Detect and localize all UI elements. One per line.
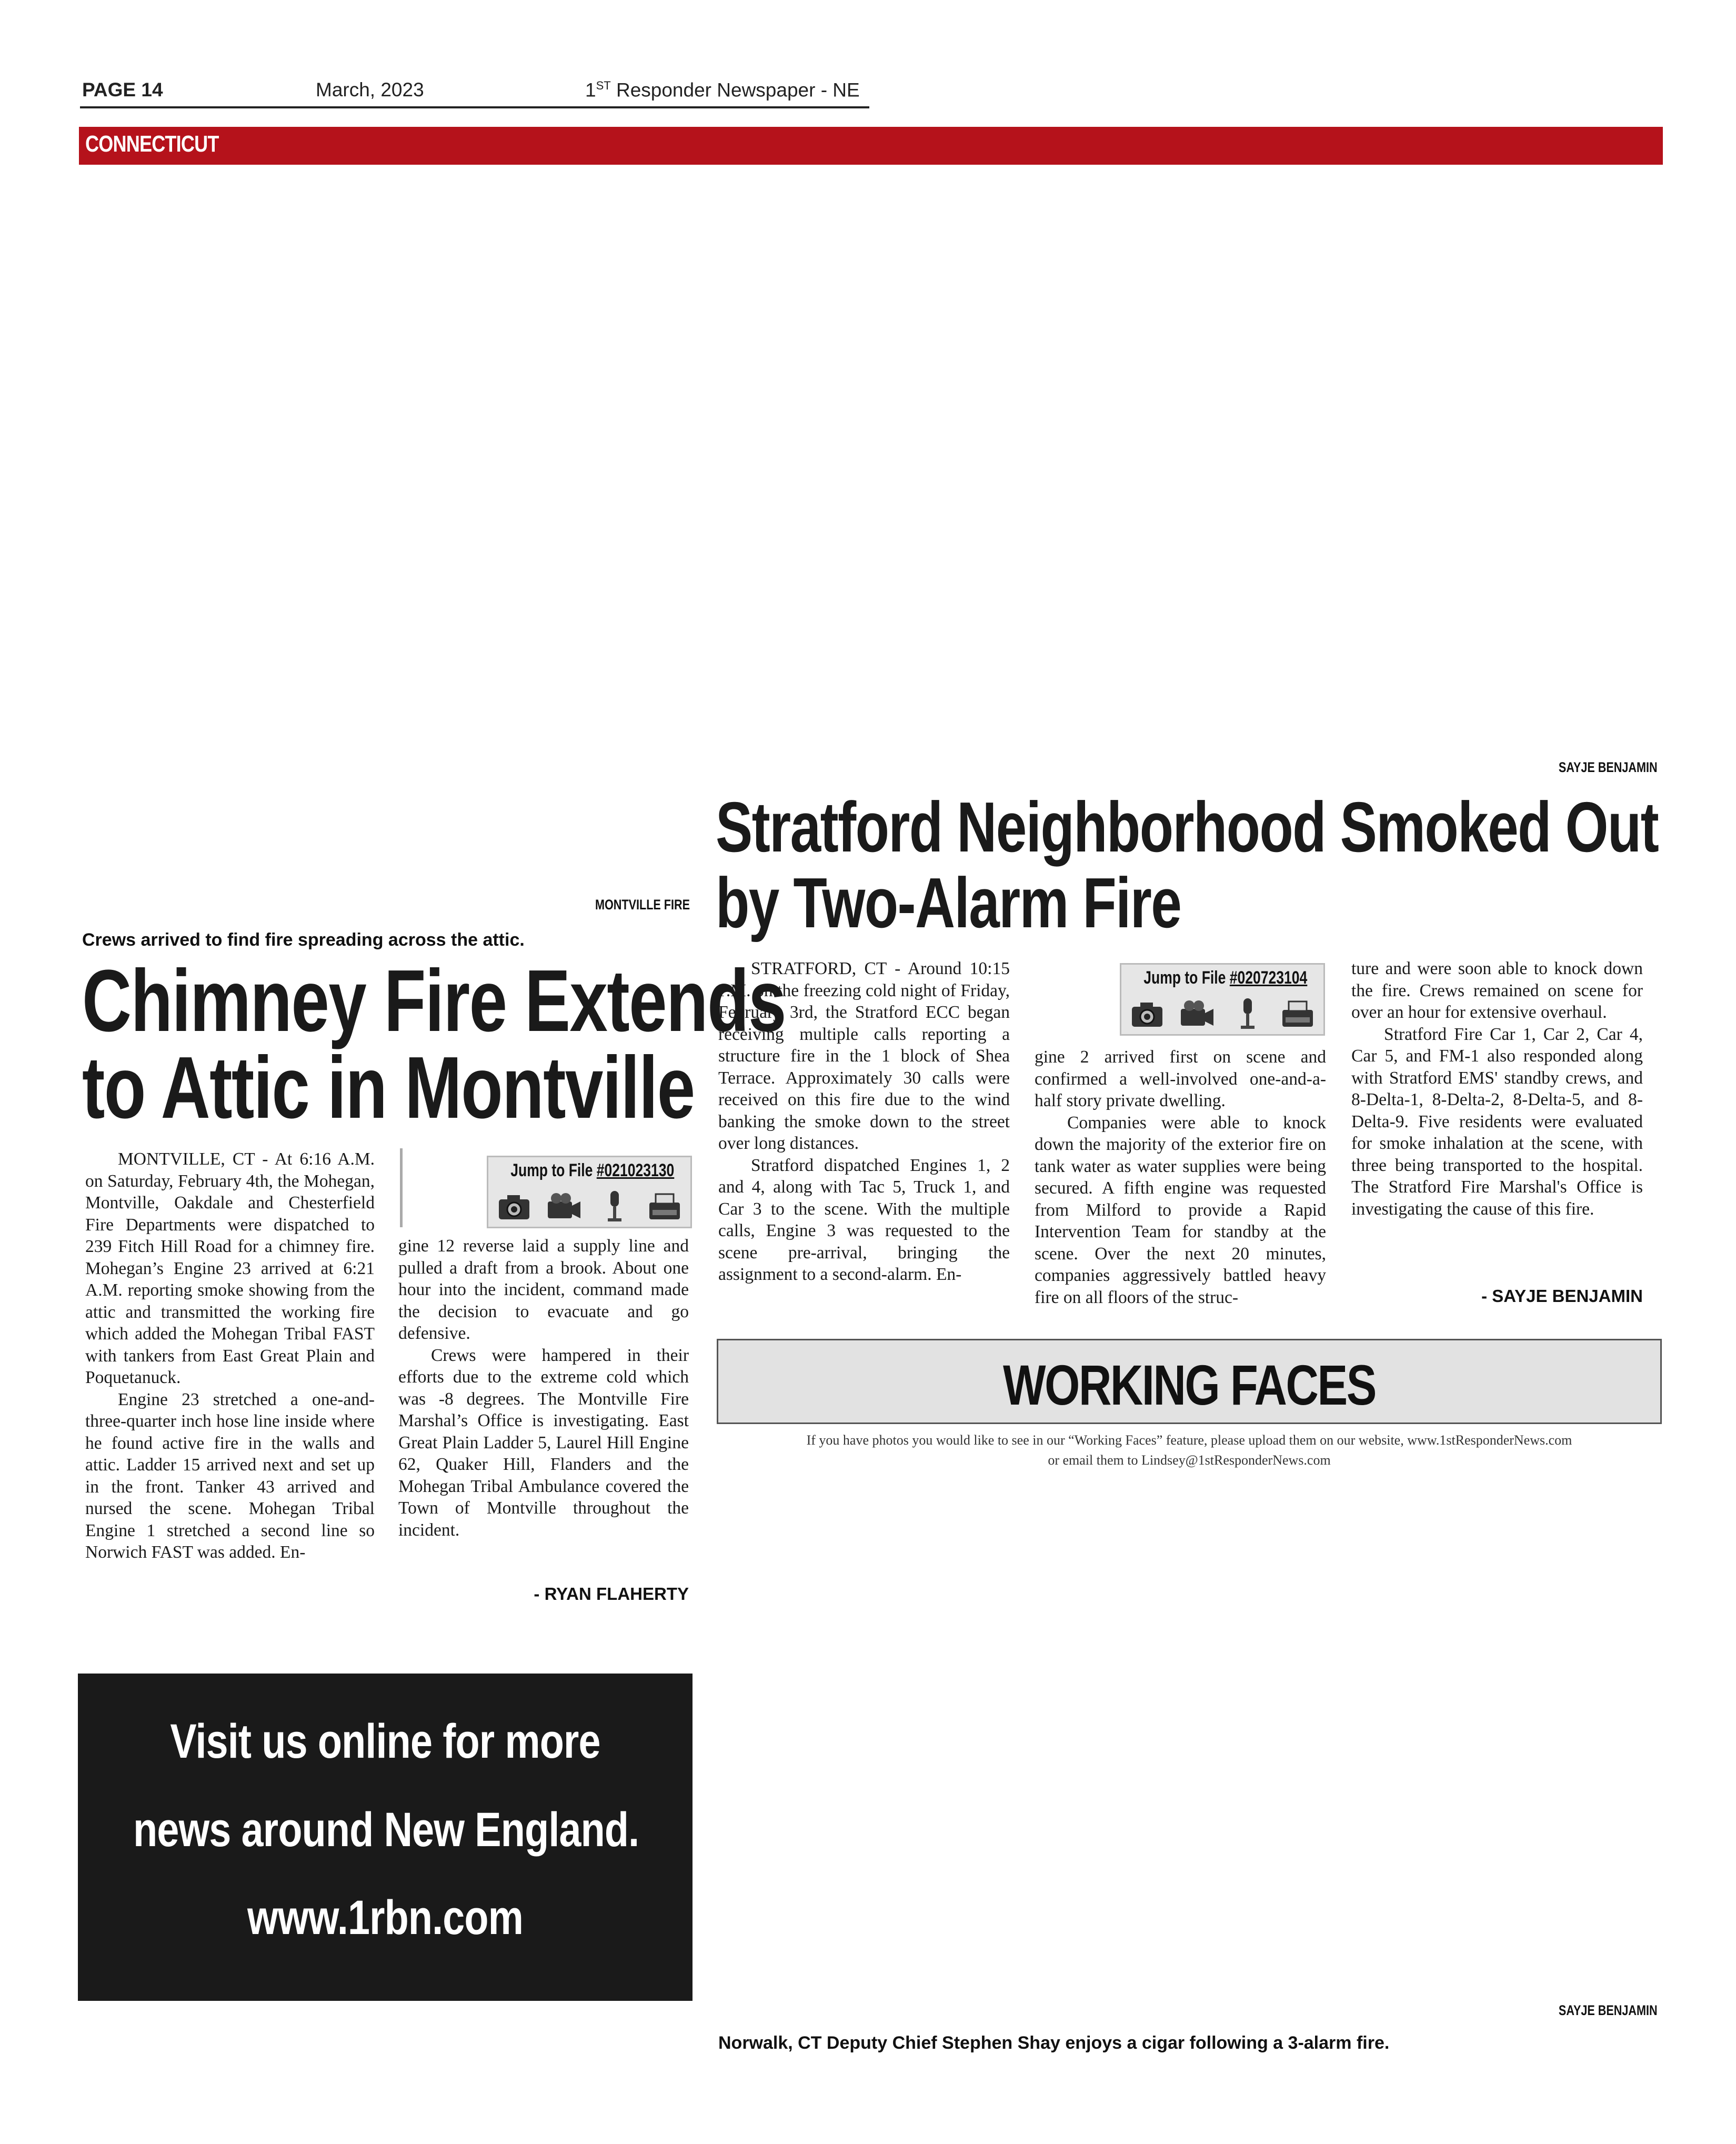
promo-line-2: news around New England. (133, 1803, 639, 1857)
video-camera-icon (546, 1189, 583, 1224)
video-camera-icon (1179, 996, 1216, 1031)
stratford-column-2: gine 2 arrived first on scene and confirmed a well-involved one-and-a-half story private dwelling. Companies were able to knock down the majority of the exterior fire on tank water as water supplies were being secured. A fifth engine was requested from Milford to provide a Rapid Intervention Team for standby at the scene. Over the next 20 minutes, companies aggressively battled heavy fire on all floors of the struc- (1035, 1047, 1326, 1307)
page-number: PAGE 14 (82, 79, 163, 101)
typewriter-icon (1279, 996, 1316, 1031)
issue-date: March, 2023 (316, 79, 424, 101)
stratford-jump-to-file[interactable] (1120, 963, 1325, 1036)
montville-byline: - RYAN FLAHERTY (534, 1584, 689, 1604)
jump-title: Jump to File #020723104 (1143, 968, 1308, 988)
jump-title: Jump to File #021023130 (510, 1160, 675, 1180)
stratford-headline: Stratford Neighborhood Smoked Out by Two-Alarm Fire (716, 787, 1659, 943)
camera-icon (1129, 996, 1166, 1031)
montville-photo-caption: Crews arrived to find fire spreading across the attic. (82, 930, 525, 950)
working-faces-note: If you have photos you would like to see in our “Working Faces” feature, please upload them on our website, www.1stResponderNews.com or email them to Lindsey@1stResponderNews.com (806, 1432, 1572, 1468)
working-faces-title: WORKING FACES (1002, 1353, 1376, 1417)
working-faces-banner (717, 1339, 1662, 1424)
stratford-column-1: STRATFORD, CT - Around 10:15 P.M. on the freezing cold night of Friday, February 3rd, the Stratford ECC began receiving multiple calls reporting a structure fire in the 1 block of Shea Terrace. Approximately 30 calls were received on this fire due to the wind banking the smoke down to the street over long distances. Stratford dispatched Engines 1, 2 and 4, along with Tac 5, Truck 1, and Car 3 to the scene. With the multiple calls, Engine 3 was requested to the scene pre-arrival, bringing the assignment to a second-alarm. En- (718, 959, 1010, 1284)
montville-headline: Chimney Fire Extends to Attic in Montville (82, 952, 786, 1137)
promo-url[interactable]: www.1rbn.com (247, 1891, 523, 1945)
norwalk-photo-credit: SAYJE BENJAMIN (1559, 2002, 1658, 2018)
stratford-column-3: ture and were soon able to knock down the fire. Crews remained on scene for over an hour for extensive overhaul. Stratford Fire Car 1, Car 2, Car 4, Car 5, and FM-1 also responded along with Stratford EMS' standby crews, and 8-Delta-1, 8-Delta-2, 8-Delta-5, and 8-Delta-9. Five residents were evaluated for smoke inhalation at the scene, with three being transported to the hospital. The Stratford Fire Marshal's Office is investigating the cause of this fire. (1351, 959, 1643, 1219)
section-banner (79, 127, 1663, 165)
publication-name: 1ST Responder Newspaper - NE (585, 79, 860, 101)
montville-column-1: MONTVILLE, CT - At 6:16 A.M. on Saturday, February 4th, the Mohegan, Montville, Oakdale and Chesterfield Fire Departments were dispatched to 239 Fitch Hill Road for a chimney fire. Mohegan’s Engine 23 arrived at 6:21 A.M. reporting smoke showing from the attic and transmitted the working fire which added the Mohegan Tribal FAST with tankers from East Great Plain and Poquetanuck. Engine 23 stretched a one-and-three-quarter inch hose line inside where he found active fire in the walls and attic. Ladder 15 arrived next and set up in the front. Tanker 43 arrived and nursed the scene. Mohegan Tribal Engine 1 stretched a second line so Norwich FAST was added. En- (85, 1149, 375, 1562)
header-rule (80, 106, 869, 108)
website-promo[interactable] (78, 1674, 693, 2001)
promo-line-1: Visit us online for more (170, 1715, 600, 1768)
montville-jump-divider (400, 1148, 403, 1227)
section-title: CONNECTICUT (85, 131, 219, 157)
norwalk-photo-caption: Norwalk, CT Deputy Chief Stephen Shay enjoys a cigar following a 3-alarm fire. (718, 2033, 1390, 2053)
typewriter-icon (646, 1189, 683, 1224)
camera-icon (496, 1189, 533, 1224)
montville-column-2: gine 12 reverse laid a supply line and pulled a draft from a brook. About one hour into the incident, command made the decision to evacuate and go defensive. Crews were hampered in their efforts due to the extreme cold which was -8 degrees. The Montville Fire Marshal’s Office is investigating. East Great Plain Ladder 5, Laurel Hill Engine 62, Quaker Hill, Flanders and the Mohegan Tribal Ambulance covered the Town of Montville throughout the incident. (398, 1236, 689, 1540)
microphone-icon (1229, 996, 1266, 1031)
microphone-icon (596, 1189, 633, 1224)
stratford-byline: - SAYJE BENJAMIN (1481, 1286, 1643, 1306)
stratford-photo-credit: SAYJE BENJAMIN (1559, 759, 1658, 775)
montville-photo-credit: MONTVILLE FIRE (595, 897, 690, 913)
montville-jump-to-file[interactable] (487, 1156, 692, 1228)
